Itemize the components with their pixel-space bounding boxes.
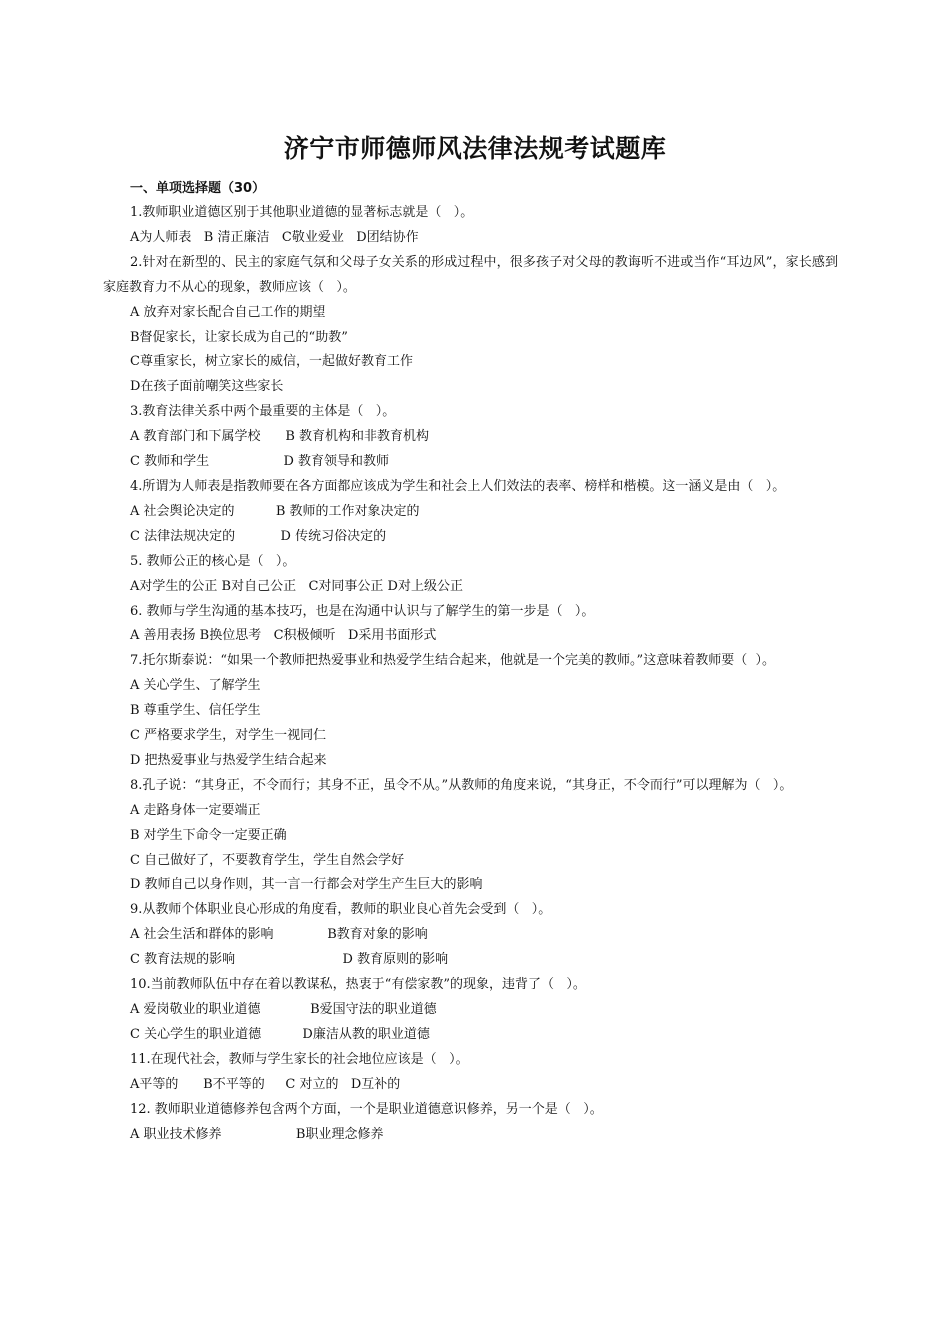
question-line: 9.从教师个体职业良心形成的角度看，教师的职业良心首先会受到（ ）。 <box>130 902 552 918</box>
question-line: A 关心学生、了解学生 <box>130 678 261 694</box>
question-line: C 严格要求学生，对学生一视同仁 <box>130 728 327 744</box>
question-line: C 法律法规决定的 D 传统习俗决定的 <box>130 528 387 544</box>
question-line: A 爱岗敬业的职业道德 B爱国守法的职业道德 <box>130 1002 437 1017</box>
question-line: 10.当前教师队伍中存在着以教谋私，热衷于“有偿家教”的现象，违背了（ ）。 <box>130 977 586 993</box>
question-line: 11.在现代社会，教师与学生家长的社会地位应该是（ ）。 <box>130 1051 469 1067</box>
question-line: C 关心学生的职业道德 D廉洁从教的职业道德 <box>130 1026 430 1042</box>
question-line: 4.所谓为人师表是指教师要在各方面都应该成为学生和社会上人们效法的表率、榜样和楷模。这一涵义是由（ ）。 <box>130 478 786 494</box>
question-line: A 走路身体一定要端正 <box>130 802 261 818</box>
question-line: C尊重家长，树立家长的威信，一起做好教育工作 <box>130 354 413 370</box>
question-line: C 自己做好了，不要教育学生，学生自然会学好 <box>130 852 405 868</box>
question-line: 8.孔子说：“其身正，不令而行；其身不正，虽令不从。”从教师的角度来说，“其身正，不令而行”可以理解为（ ）。 <box>130 777 793 793</box>
question-list <box>103 176 838 1147</box>
question-line: B 对学生下命令一定要正确 <box>130 827 287 843</box>
question-line: 6. 教师与学生沟通的基本技巧，也是在沟通中认识与了解学生的第一步是（ ）。 <box>130 603 595 619</box>
question-line: D 教师自己以身作则，其一言一行都会对学生产生巨大的影响 <box>130 877 483 893</box>
question-line: C 教师和学生 D 教育领导和教师 <box>130 454 390 470</box>
question-line: A 职业技术修养 B职业理念修养 <box>130 1126 384 1142</box>
question-line: 7.托尔斯泰说：“如果一个教师把热爱事业和热爱学生结合起来，他就是一个完美的教师。”这意味着教师要（ ）。 <box>130 653 775 669</box>
question-line: 1.教师职业道德区别于其他职业道德的显著标志就是（ ）。 <box>130 205 474 220</box>
question-line: A平等的 B不平等的 C 对立的 D互补的 <box>130 1076 401 1092</box>
question-line: C 教育法规的影响 D 教育原则的影响 <box>130 952 449 968</box>
question-line: A 善用表扬 B换位思考 C积极倾听 D采用书面形式 <box>130 628 437 644</box>
question-line: A 放弃对家长配合自己工作的期望 <box>130 304 326 320</box>
question-line: B督促家长，让家长成为自己的“助教” <box>130 329 348 345</box>
section-heading: 一、单项选择题（30） <box>130 181 266 196</box>
question-line: A 社会生活和群体的影响 B教育对象的影响 <box>130 927 428 943</box>
question-line: A 教育部门和下属学校 B 教育机构和非教育机构 <box>130 429 430 445</box>
question-line: D 把热爱事业与热爱学生结合起来 <box>130 752 327 768</box>
question-line: A对学生的公正 B对自己公正 C对同事公正 D对上级公正 <box>130 578 463 594</box>
question-line: 3.教育法律关系中两个最重要的主体是（ ）。 <box>130 404 396 420</box>
question-line: 12. 教师职业道德修养包含两个方面，一个是职业道德意识修养，另一个是（ ）。 <box>130 1101 603 1117</box>
question-line: 2.针对在新型的、民主的家庭气氛和父母子女关系的形成过程中，很多孩子对父母的教诲听不进或当作“耳边风”，家长感到家庭教育力不从心的现象，教师应该（ ）。 <box>103 254 838 295</box>
question-line: D在孩子面前嘲笑这些家长 <box>130 379 284 395</box>
question-line: B 尊重学生、信任学生 <box>130 703 261 719</box>
question-line: A 社会舆论决定的 B 教师的工作对象决定的 <box>130 503 420 519</box>
question-line: 5. 教师公正的核心是（ ）。 <box>130 553 296 569</box>
question-line: A为人师表 B 清正廉洁 C敬业爱业 D团结协作 <box>130 229 419 245</box>
document-title: 济宁市师德师风法律法规考试题库 <box>283 134 667 163</box>
